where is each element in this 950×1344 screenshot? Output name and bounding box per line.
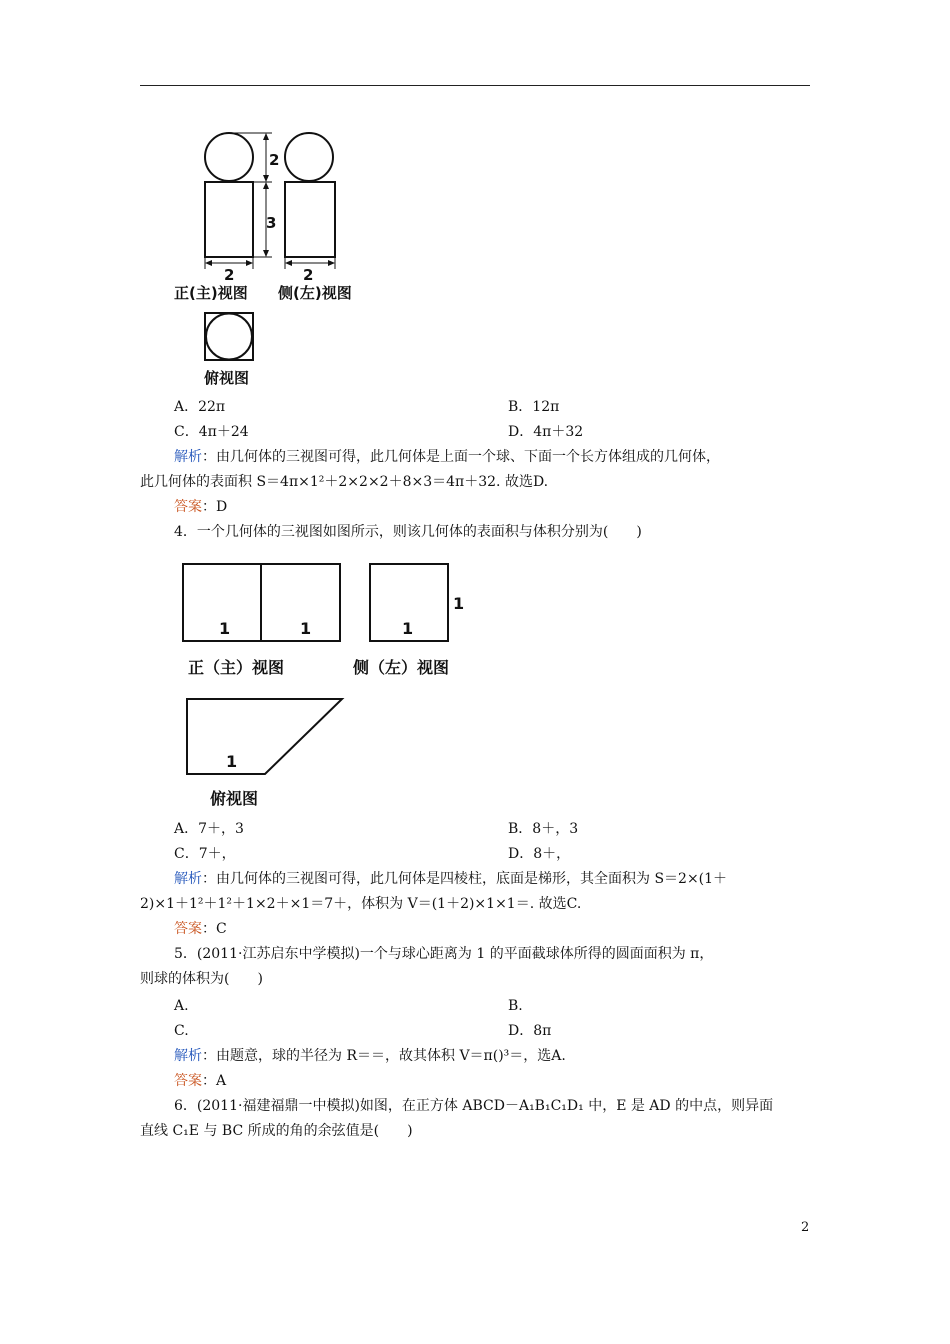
top-view-trapezoid [187, 699, 342, 774]
front-right-label: 1 [300, 619, 312, 638]
q5-option-b: B. [508, 998, 523, 1014]
q4-analysis-line-2: 2)×1＋1²＋1²＋1×2＋×1＝7＋，体积为 V＝(1＋2)×1×1＝. 故选C. [140, 896, 582, 912]
q5-answer-line [174, 1070, 226, 1092]
side-view-box [285, 182, 335, 257]
q3-answer-line [174, 496, 227, 518]
front-view-sphere [205, 133, 253, 181]
side-view-caption: 侧(左)视图 [278, 284, 352, 302]
q5-stem-line-1: 5．(2011·江苏启东中学模拟)一个与球心距离为 1 的平面截球体所得的圆面面积为 π， [174, 946, 714, 962]
q3-analysis-tag: 解析 [174, 449, 202, 465]
q4-answer-tag: 答案 [174, 921, 202, 937]
front-view-box [205, 182, 253, 257]
q3-analysis-text-1: ：由几何体的三视图可得，此几何体是上面一个球、下面一个长方体组成的几何体， [202, 449, 720, 465]
q5-analysis-tag: 解析 [174, 1048, 202, 1064]
q3-analysis-line-1 [174, 446, 720, 468]
top-view-circle [206, 314, 252, 360]
q4-analysis-text-1: ：由几何体的三视图可得，此几何体是四棱柱，底面是梯形，其全面积为 S＝2×(1＋ [202, 871, 728, 887]
header-rule [140, 85, 810, 86]
q3-option-d: D．4π＋32 [508, 424, 584, 440]
q3-three-view-figure [160, 125, 400, 395]
front-view-caption: 正（主）视图 [188, 658, 285, 677]
q5-answer-value: ：A [202, 1073, 227, 1089]
q4-option-b: B．8＋，3 [508, 821, 579, 837]
q4-option-c: C．7＋， [174, 846, 236, 862]
q3-answer-tag: 答案 [174, 499, 202, 515]
q3-option-a: A．22π [174, 399, 226, 415]
page-number: 2 [801, 1220, 810, 1235]
q4-answer-value: ：C [202, 921, 227, 937]
q4-analysis-tag: 解析 [174, 871, 202, 887]
q6-stem-line-2: 直线 C₁E 与 BC 所成的角的余弦值是( ) [140, 1123, 413, 1139]
dim-sphere-label: 2 [269, 151, 280, 169]
q3-option-b: B．12π [508, 399, 560, 415]
q5-stem-line-2: 则球的体积为( ) [140, 971, 263, 987]
side-bottom-label: 1 [402, 619, 414, 638]
dim-front-width-label: 2 [224, 266, 235, 284]
q3-option-c: C．4π＋24 [174, 424, 249, 440]
q4-stem: 4．一个几何体的三视图如图所示，则该几何体的表面积与体积分别为( ) [174, 524, 642, 540]
q5-analysis-line-1 [174, 1045, 566, 1067]
front-view-caption: 正(主)视图 [174, 284, 248, 302]
top-view-caption: 俯视图 [204, 369, 250, 387]
q5-answer-tag: 答案 [174, 1073, 202, 1089]
q3-analysis-line-2: 此几何体的表面积 S＝4π×1²＋2×2×2＋8×3＝4π＋32. 故选D. [140, 474, 549, 490]
side-view-caption: 侧（左）视图 [353, 658, 450, 677]
q4-analysis-line-1 [174, 868, 727, 890]
q5-option-a: A. [174, 998, 189, 1014]
front-left-label: 1 [219, 619, 231, 638]
dim-box-label: 3 [266, 214, 277, 232]
q4-option-a: A．7＋，3 [174, 821, 244, 837]
q3-answer-value: ：D [202, 499, 228, 515]
q4-option-d: D．8＋， [508, 846, 571, 862]
q6-stem-line-1: 6．(2011·福建福鼎一中模拟)如图，在正方体 ABCD－A₁B₁C₁D₁ 中，E 是 AD 的中点，则异面 [174, 1098, 774, 1114]
side-right-label: 1 [453, 594, 465, 613]
q5-option-d: D．8π [508, 1023, 552, 1039]
side-view-sphere [285, 133, 333, 181]
top-view-caption: 俯视图 [210, 789, 259, 808]
q4-three-view-figure [170, 555, 490, 815]
top-view-label: 1 [226, 752, 238, 771]
dim-side-width-label: 2 [303, 266, 314, 284]
q4-answer-line [174, 918, 227, 940]
q5-option-c: C. [174, 1023, 189, 1039]
q5-analysis-text-1: ：由题意，球的半径为 R＝＝，故其体积 V＝π()³＝，选A. [202, 1048, 566, 1064]
